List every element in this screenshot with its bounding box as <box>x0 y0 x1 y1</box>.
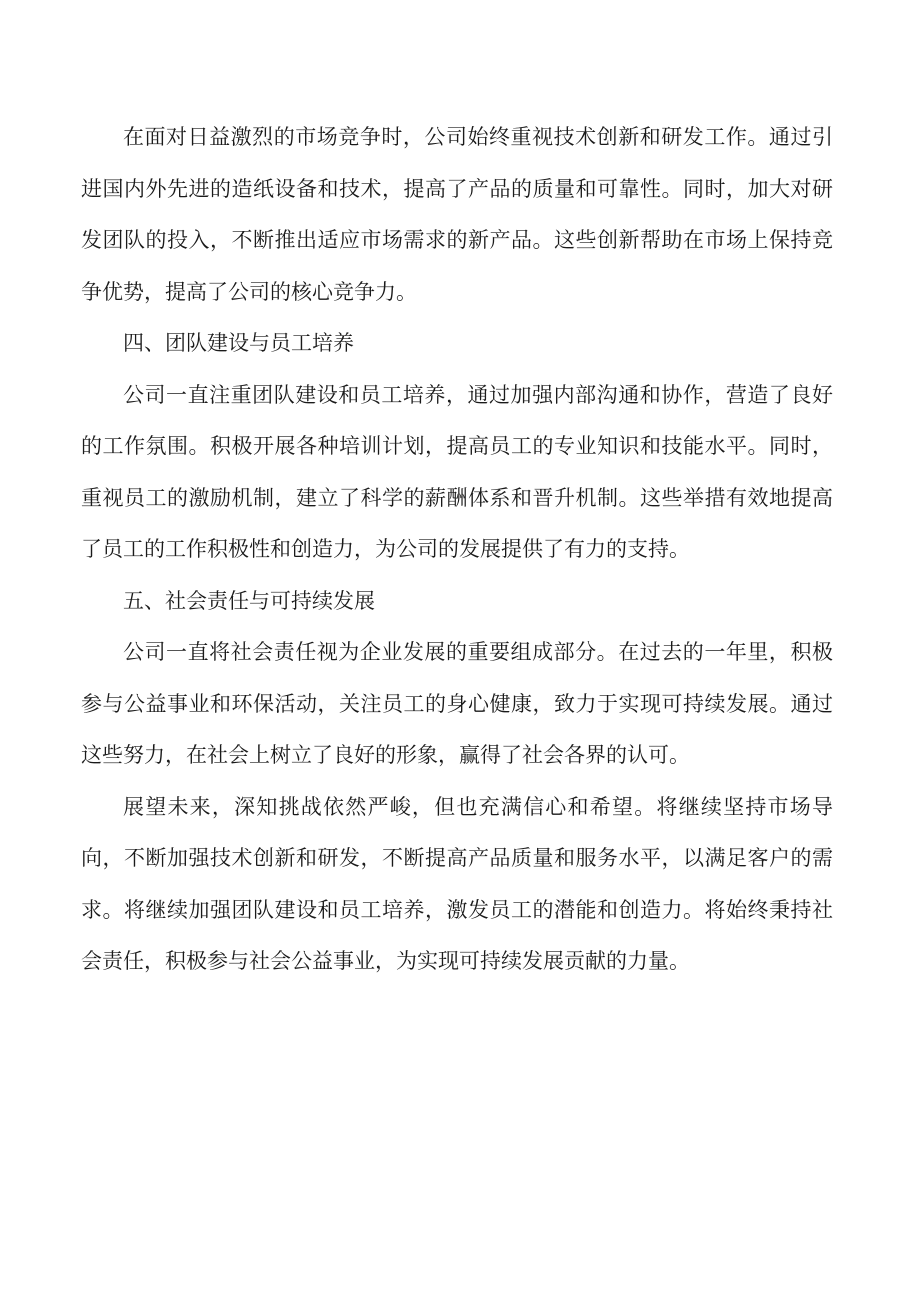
paragraph-team-building: 公司一直注重团队建设和员工培养，通过加强内部沟通和协作，营造了良好的工作氛围。积极开展各种培训计划，提高员工的专业知识和技能水平。同时，重视员工的激励机制，建立了科学的薪酬体系和晋升机制。这些举措有效地提高了员工的工作积极性和创造力，为公司的发展提供了有力的支持。 <box>81 382 833 561</box>
section-heading-social-responsibility: 五、社会责任与可持续发展 <box>123 588 375 613</box>
document-body <box>81 112 833 988</box>
paragraph-social-responsibility: 公司一直将社会责任视为企业发展的重要组成部分。在过去的一年里，积极参与公益事业和环保活动，关注员工的身心健康，致力于实现可持续发展。通过这些努力，在社会上树立了良好的形象，赢得了社会各界的认可。 <box>81 640 833 767</box>
paragraph-tech-innovation: 在面对日益激烈的市场竞争时，公司始终重视技术创新和研发工作。通过引进国内外先进的造纸设备和技术，提高了产品的质量和可靠性。同时，加大对研发团队的投入，不断推出适应市场需求的新产品。这些创新帮助在市场上保持竞争优势，提高了公司的核心竞争力。 <box>81 125 833 304</box>
paragraph-outlook: 展望未来，深知挑战依然严峻，但也充满信心和希望。将继续坚持市场导向，不断加强技术创新和研发，不断提高产品质量和服务水平，以满足客户的需求。将继续加强团队建设和员工培养，激发员工的潜能和创造力。将始终秉持社会责任，积极参与社会公益事业，为实现可持续发展贡献的力量。 <box>81 794 833 973</box>
section-heading-team-building: 四、团队建设与员工培养 <box>123 331 354 355</box>
